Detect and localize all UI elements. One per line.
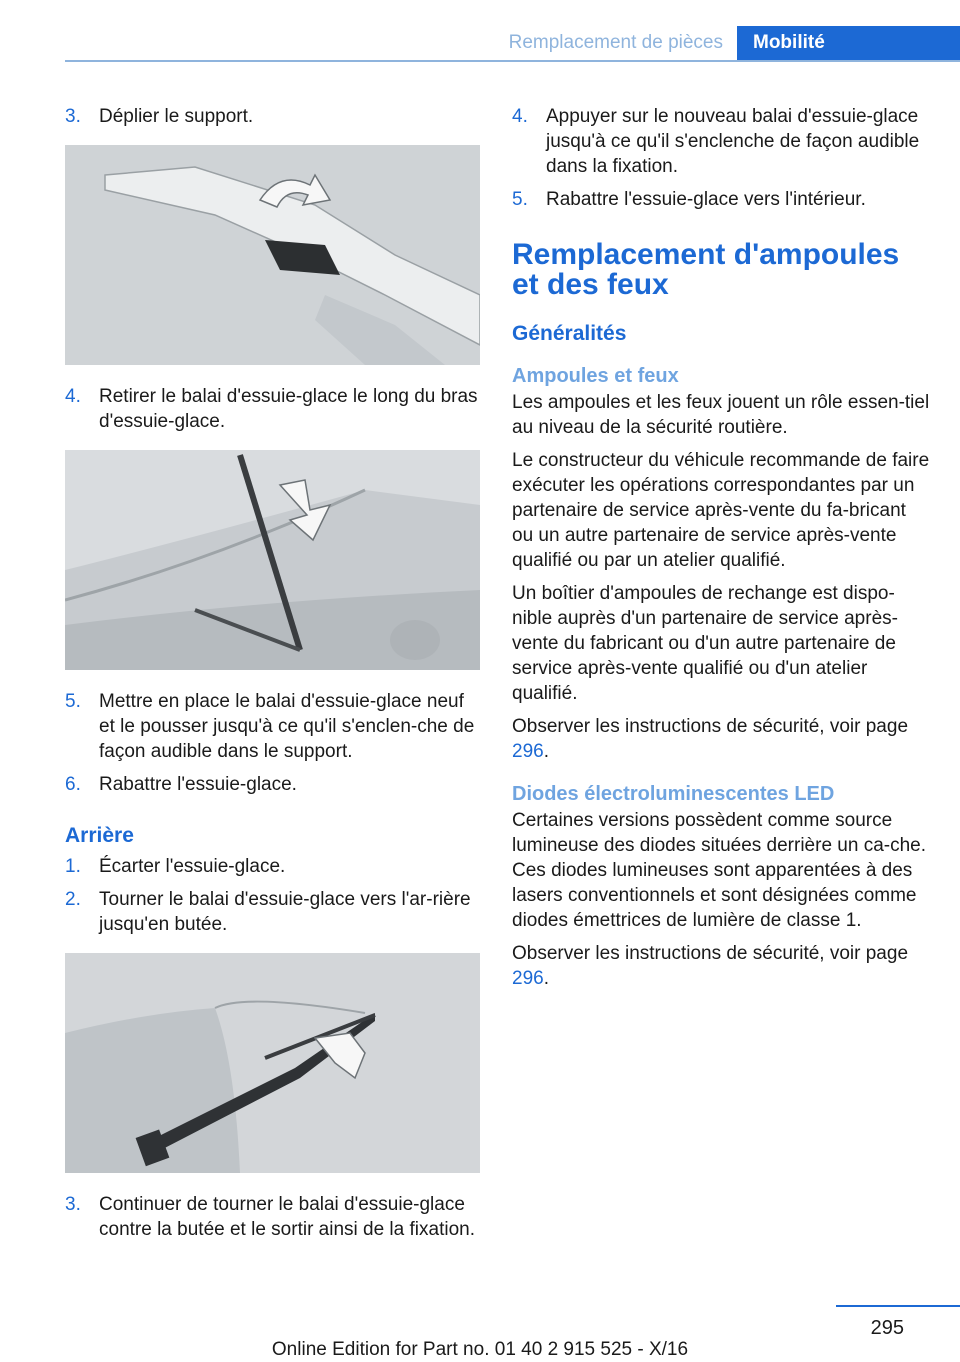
subsection-heading: Ampoules et feux — [512, 365, 679, 387]
step-number: 3. — [65, 106, 81, 127]
step-item — [65, 1192, 480, 1242]
page-number: 295 — [870, 1317, 904, 1339]
page-link[interactable]: 296 — [512, 741, 544, 762]
right-column — [512, 104, 930, 999]
step-item — [65, 854, 480, 879]
running-header-section: Remplacement de pièces — [508, 32, 723, 53]
step-text: Rabattre l'essuie-glace. — [99, 774, 297, 795]
step-text: Mettre en place le balai d'essuie-glace neuf et le pousser jusqu'à ce qu'il s'enclen-che de façon audible dans le support. — [99, 691, 475, 762]
step-text: Déplier le support. — [99, 106, 254, 127]
step-text: Continuer de tourner le balai d'essuie-glace contre la butée et le sortir ainsi de la fixation. — [99, 1194, 475, 1240]
paragraph: Un boîtier d'ampoules de rechange est dispo-nible auprès d'un partenaire de service après-vente du fabricant ou d'un autre partenaire de service après-vente qualifié ou d'un atelier qualifié. — [512, 583, 898, 704]
step-item — [65, 104, 480, 129]
step-text: Écarter l'essuie-glace. — [99, 856, 286, 877]
paragraph-cross-reference — [512, 941, 930, 991]
step-number: 6. — [65, 774, 81, 795]
step-text: Appuyer sur le nouveau balai d'essuie-glace jusqu'à ce qu'il s'enclenche de façon audible dans la fixation. — [546, 106, 920, 177]
step-number: 4. — [65, 386, 81, 407]
sentence-end: . — [543, 968, 549, 989]
paragraph: Le constructeur du véhicule recommande de faire exécuter les opérations correspondantes par un partenaire de service après-vente du fa-bricant ou un autre partenaire de service après-vente qualifié ou par un atelier qualifié. — [512, 450, 930, 571]
figure-wiper-blade-removal — [65, 450, 480, 670]
paragraph-cross-reference — [512, 714, 930, 764]
figure-wiper-support-unfold — [65, 145, 480, 365]
subsection-heading: Diodes électroluminescentes LED — [512, 783, 835, 805]
step-number: 2. — [65, 889, 81, 910]
step-text: Rabattre l'essuie-glace vers l'intérieur. — [546, 189, 866, 210]
page-link[interactable]: 296 — [512, 968, 544, 989]
step-number: 5. — [65, 691, 81, 712]
step-text: Retirer le balai d'essuie-glace le long du bras d'essuie-glace. — [99, 386, 478, 432]
footer-edition: Online Edition for Part no. 01 40 2 915 525 - X/16 — [271, 1339, 689, 1360]
running-header-chapter: Mobilité — [737, 26, 960, 60]
figure-rear-wiper — [65, 953, 480, 1173]
cross-reference-text: Observer les instructions de sécurité, voir page — [512, 943, 909, 964]
step-number: 4. — [512, 106, 528, 127]
step-item — [65, 887, 480, 937]
paragraph: Les ampoules et les feux jouent un rôle essen-tiel au niveau de la sécurité routière. — [512, 392, 930, 438]
cross-reference-text: Observer les instructions de sécurité, voir page — [512, 716, 909, 737]
step-text: Tourner le balai d'essuie-glace vers l'ar-rière jusqu'en butée. — [99, 889, 471, 935]
section-title: Remplacement d'ampoules et des feux — [512, 238, 900, 301]
sentence-end: . — [543, 741, 549, 762]
section-subtitle: Généralités — [512, 322, 627, 345]
paragraph: Certaines versions possèdent comme source lumineuse des diodes situées derrière un ca-che. Ces diodes lumineuses sont apparentées à des lasers conventionnels et sont désignées comme diodes émettrices de lumière de classe 1. — [512, 810, 927, 931]
footer-rule — [836, 1305, 960, 1307]
step-item — [65, 384, 480, 434]
step-item — [512, 104, 930, 179]
step-number: 5. — [512, 189, 528, 210]
step-item — [65, 772, 480, 797]
step-item — [65, 689, 480, 764]
header-rule — [65, 60, 960, 62]
step-number: 1. — [65, 856, 81, 877]
step-number: 3. — [65, 1194, 81, 1215]
section-heading-arriere: Arrière — [65, 824, 134, 847]
step-item — [512, 187, 930, 212]
left-column — [65, 104, 480, 1250]
